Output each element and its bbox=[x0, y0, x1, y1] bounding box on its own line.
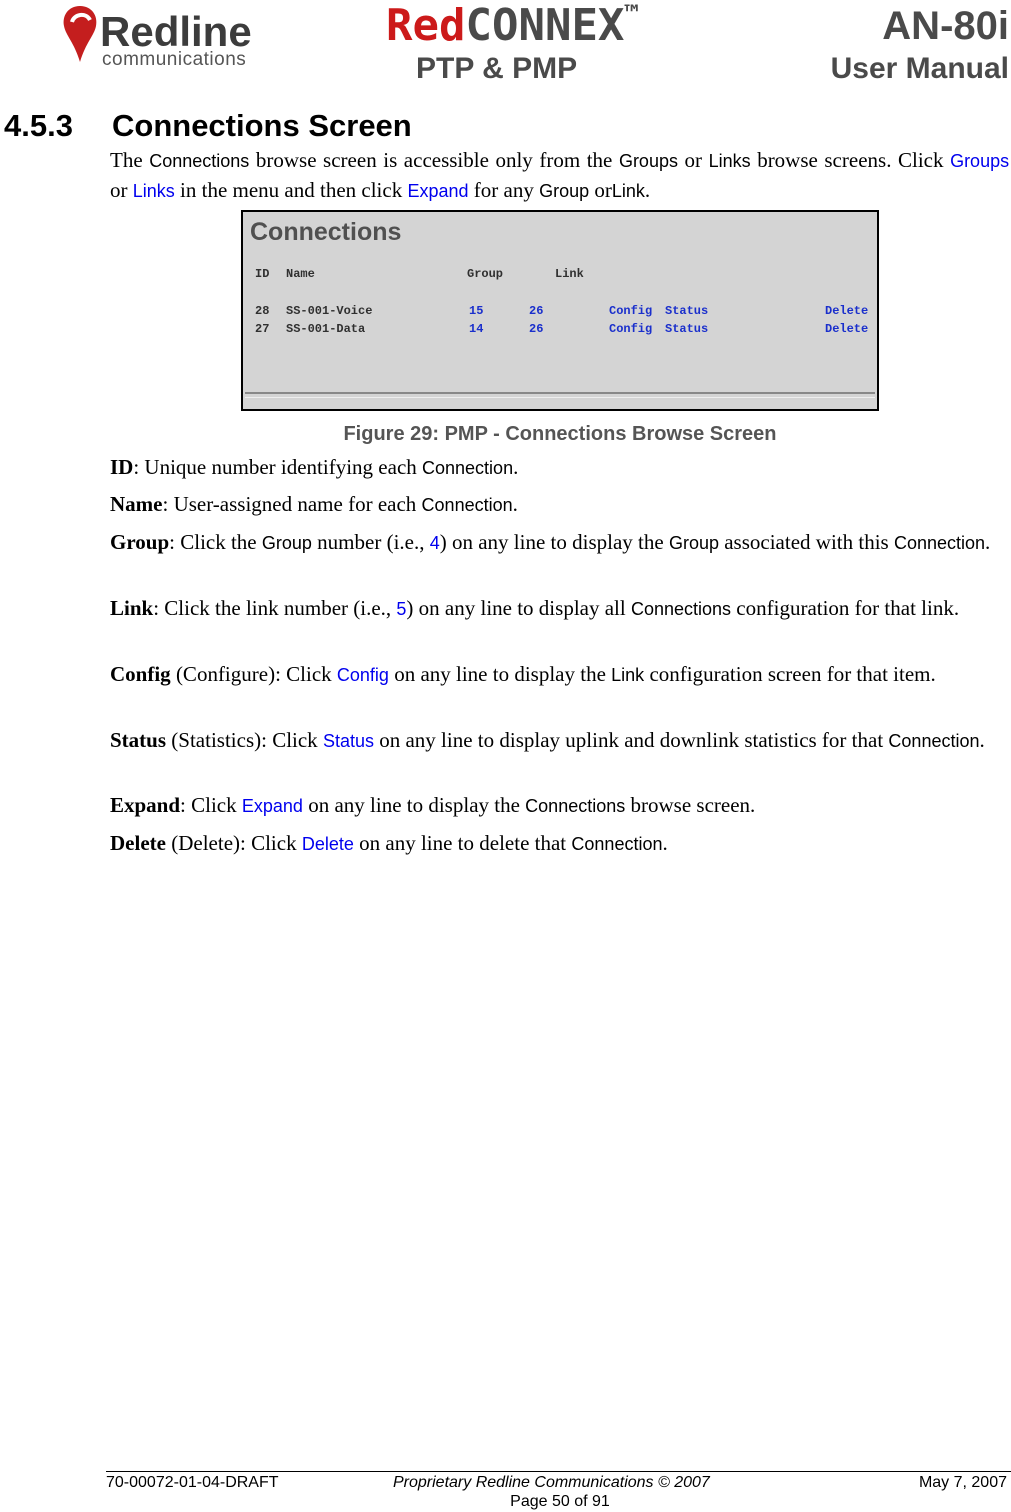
text: configuration for that link. bbox=[736, 596, 960, 620]
intro-paragraph bbox=[110, 146, 1009, 206]
column-header-link: Link bbox=[555, 267, 584, 281]
keyword: Connections bbox=[525, 796, 626, 816]
text: browse screen. bbox=[630, 793, 756, 817]
config-link[interactable]: Config bbox=[336, 665, 389, 685]
text: on any line to display uplink and downlink statistics for that bbox=[379, 728, 884, 752]
text: (Configure): Click bbox=[175, 662, 332, 686]
keyword: Groups bbox=[618, 151, 678, 171]
text: on any line to display the bbox=[394, 662, 606, 686]
text: . bbox=[512, 492, 518, 516]
term: Group bbox=[110, 530, 170, 554]
product-brand bbox=[386, 0, 639, 51]
links-link[interactable]: Links bbox=[132, 181, 175, 201]
text: configuration screen for that item. bbox=[649, 662, 936, 686]
definition-delete bbox=[110, 829, 1009, 859]
definition-group bbox=[110, 528, 1009, 558]
row-name: SS-001-Data bbox=[286, 322, 366, 336]
text: in the menu and then click bbox=[180, 178, 403, 202]
keyword: Connection bbox=[571, 834, 663, 854]
row-id: 27 bbox=[255, 322, 270, 336]
keyword: Connection bbox=[422, 458, 514, 478]
row-group-link[interactable]: 14 bbox=[469, 322, 484, 336]
product-tagline: PTP & PMP bbox=[416, 52, 578, 85]
row-config-link[interactable]: Config bbox=[609, 304, 653, 318]
keyword: Connection bbox=[421, 495, 513, 515]
expand-link[interactable]: Expand bbox=[407, 181, 469, 201]
text: (Statistics): Click bbox=[171, 728, 318, 752]
term: Link bbox=[110, 596, 154, 620]
keyword: Link bbox=[611, 665, 645, 685]
link-number-link[interactable]: 5 bbox=[396, 599, 407, 619]
divider bbox=[245, 397, 875, 398]
row-id: 28 bbox=[255, 304, 270, 318]
term: Expand bbox=[110, 793, 181, 817]
definition-config bbox=[110, 660, 1009, 690]
text: for any bbox=[473, 178, 534, 202]
text: : Click the bbox=[169, 530, 257, 554]
keyword: Group bbox=[668, 533, 719, 553]
page-header bbox=[0, 0, 1011, 100]
section-title: Connections Screen bbox=[112, 108, 412, 143]
text: browse screens. Click bbox=[757, 148, 944, 172]
text: browse screen is accessible only from the bbox=[255, 148, 613, 172]
keyword: Connections bbox=[149, 151, 250, 171]
keyword: Group bbox=[539, 181, 590, 201]
footer-divider bbox=[106, 1471, 1011, 1472]
keyword: Links bbox=[708, 151, 751, 171]
keyword: Connection bbox=[893, 533, 986, 553]
text: or bbox=[684, 148, 703, 172]
connections-screenshot bbox=[241, 210, 879, 411]
text: on any line to delete that bbox=[359, 831, 567, 855]
text: or bbox=[110, 178, 128, 202]
logo-subtitle: communications bbox=[102, 49, 247, 70]
term: Status bbox=[110, 728, 167, 752]
groups-link[interactable]: Groups bbox=[950, 151, 1010, 171]
text: . bbox=[662, 831, 668, 855]
figure-caption: Figure 29: PMP - Connections Browse Screen bbox=[343, 423, 777, 445]
column-header-name: Name bbox=[286, 267, 315, 281]
trademark-symbol: ™ bbox=[624, 0, 639, 28]
expand-link[interactable]: Expand bbox=[241, 796, 303, 816]
term: ID bbox=[110, 455, 134, 479]
row-link-link[interactable]: 26 bbox=[529, 304, 544, 318]
delete-link[interactable]: Delete bbox=[301, 834, 354, 854]
text: . bbox=[979, 728, 985, 752]
text: associated with this bbox=[724, 530, 889, 554]
redline-logo bbox=[60, 2, 275, 74]
definition-expand bbox=[110, 791, 1009, 821]
text: (Delete): Click bbox=[171, 831, 297, 855]
keyword: Connections bbox=[630, 599, 732, 619]
definition-status bbox=[110, 726, 1009, 756]
row-delete-link[interactable]: Delete bbox=[825, 322, 869, 336]
text: ) on any line to display the bbox=[439, 530, 664, 554]
definition-link bbox=[110, 594, 1009, 624]
text: : Click bbox=[180, 793, 237, 817]
product-model: AN-80i bbox=[882, 4, 1009, 48]
divider bbox=[245, 392, 875, 394]
group-number-link[interactable]: 4 bbox=[429, 533, 440, 553]
keyword: Connection bbox=[888, 731, 980, 751]
copyright-notice: Proprietary Redline Communications © 2007 bbox=[393, 1474, 710, 1491]
row-group-link[interactable]: 15 bbox=[469, 304, 484, 318]
row-delete-link[interactable]: Delete bbox=[825, 304, 869, 318]
text: : Unique number identifying each bbox=[133, 455, 417, 479]
text: number (i.e., bbox=[317, 530, 425, 554]
logo-mark-icon bbox=[60, 2, 100, 74]
brand-red: Red bbox=[386, 0, 466, 51]
term: Name bbox=[110, 492, 163, 516]
manual-title: User Manual bbox=[830, 52, 1009, 85]
logo-wordmark: Redline bbox=[100, 8, 252, 55]
keyword: Group bbox=[261, 533, 312, 553]
row-name: SS-001-Voice bbox=[286, 304, 373, 318]
row-status-link[interactable]: Status bbox=[665, 304, 709, 318]
row-link-link[interactable]: 26 bbox=[529, 322, 544, 336]
section-heading bbox=[4, 108, 412, 144]
text: : Click the link number (i.e., bbox=[153, 596, 392, 620]
section-number: 4.5.3 bbox=[4, 108, 73, 143]
text: . bbox=[513, 455, 519, 479]
page-number: Page 50 of 91 bbox=[510, 1493, 610, 1510]
document-number: 70-00072-01-04-DRAFT bbox=[106, 1474, 279, 1491]
text: The bbox=[110, 148, 143, 172]
definition-id bbox=[110, 453, 1009, 483]
column-header-id: ID bbox=[255, 267, 270, 281]
brand-gray: CONNEX bbox=[465, 0, 625, 51]
column-header-group: Group bbox=[467, 267, 504, 281]
screen-title: Connections bbox=[250, 218, 402, 246]
text: ) on any line to display all bbox=[406, 596, 626, 620]
text: : User-assigned name for each bbox=[162, 492, 417, 516]
definition-name bbox=[110, 490, 1009, 520]
text: . bbox=[985, 530, 991, 554]
row-config-link[interactable]: Config bbox=[609, 322, 653, 336]
row-status-link[interactable]: Status bbox=[665, 322, 709, 336]
keyword: Link bbox=[611, 181, 645, 201]
term: Delete bbox=[110, 831, 166, 855]
text: on any line to display the bbox=[308, 793, 520, 817]
status-link[interactable]: Status bbox=[322, 731, 374, 751]
text: . bbox=[644, 178, 651, 202]
document-date: May 7, 2007 bbox=[918, 1474, 1007, 1491]
term: Config bbox=[110, 662, 171, 686]
text: or bbox=[594, 178, 612, 202]
